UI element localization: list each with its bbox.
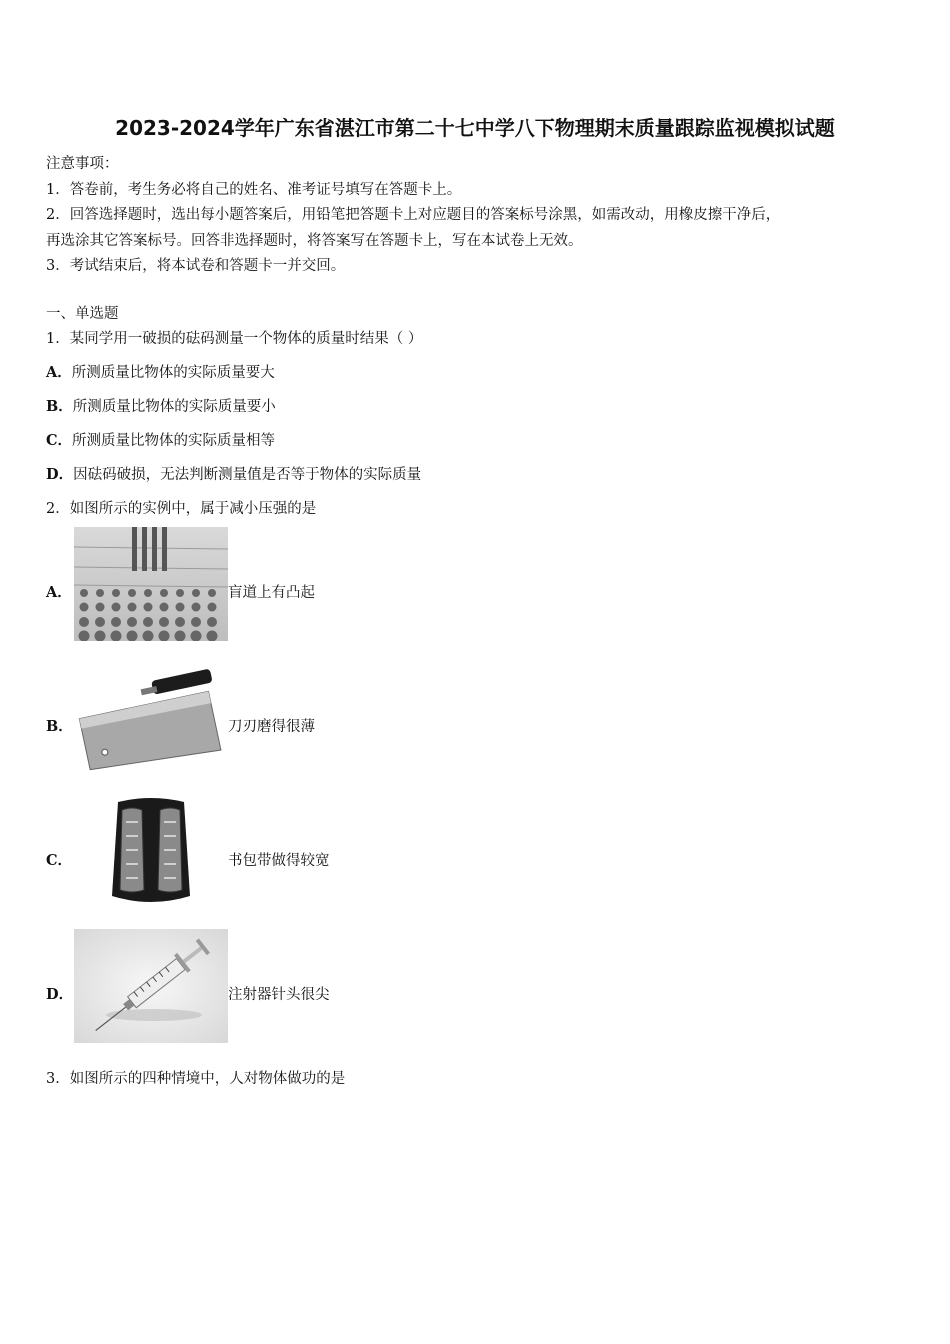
question-1-option-d [46, 463, 421, 484]
notice-item-1: 1．答卷前，考生务必将自己的姓名、准考证号填写在答题卡上。 [46, 182, 462, 198]
question-2-option-b-key: B． [46, 718, 73, 735]
option-text: 所测质量比物体的实际质量要大 [71, 365, 275, 381]
question-1-option-a [46, 361, 275, 382]
syringe-image [74, 929, 228, 1043]
page-title: 2023-2024学年广东省湛江市第二十七中学八下物理期末质量跟踪监视模拟试题 [115, 116, 835, 140]
question-3-stem: 3．如图所示的四种情境中，人对物体做功的是 [46, 1071, 346, 1087]
question-2-option-a-key: A． [46, 584, 72, 601]
question-2-option-c-text: 书包带做得较宽 [228, 853, 330, 869]
question-2-option-d-text: 注射器针头很尖 [228, 987, 330, 1003]
backpack-image [74, 796, 228, 910]
notice-item-2-cont: 再选涂其它答案标号。回答非选择题时，将答案写在答题卡上，写在本试卷上无效。 [46, 233, 583, 249]
notice-item-3: 3．考试结束后，将本试卷和答题卡一并交回。 [46, 258, 346, 274]
section-heading: 一、单选题 [46, 306, 119, 322]
notice-item-2: 2．回答选择题时，选出每小题答案后，用铅笔把答题卡上对应题目的答案标号涂黑，如需改动，用橡皮擦干净后， [46, 207, 781, 223]
question-2-option-b-text: 刀刃磨得很薄 [228, 719, 315, 735]
notice-heading: 注意事项： [46, 156, 119, 172]
question-1-option-b [46, 395, 276, 416]
option-text: 所测质量比物体的实际质量相等 [72, 433, 276, 449]
question-2-stem: 2．如图所示的实例中，属于减小压强的是 [46, 501, 317, 517]
question-2-option-c-key: C． [46, 852, 73, 869]
tactile-paving-image [74, 527, 228, 641]
question-2-option-d-key: D． [46, 986, 74, 1003]
option-key: C． [46, 432, 73, 449]
option-text: 所测质量比物体的实际质量要小 [72, 399, 276, 415]
option-key: A． [46, 364, 72, 381]
question-1-stem: 1．某同学用一破损的砝码测量一个物体的质量时结果（ ） [46, 331, 423, 347]
option-key: D． [46, 466, 74, 483]
question-2-option-a-text: 盲道上有凸起 [228, 585, 315, 601]
option-text: 因砝码破损，无法判断测量值是否等于物体的实际质量 [73, 467, 422, 483]
question-1-option-c [46, 429, 275, 450]
option-key: B． [46, 398, 73, 415]
cleaver-image [74, 664, 228, 778]
